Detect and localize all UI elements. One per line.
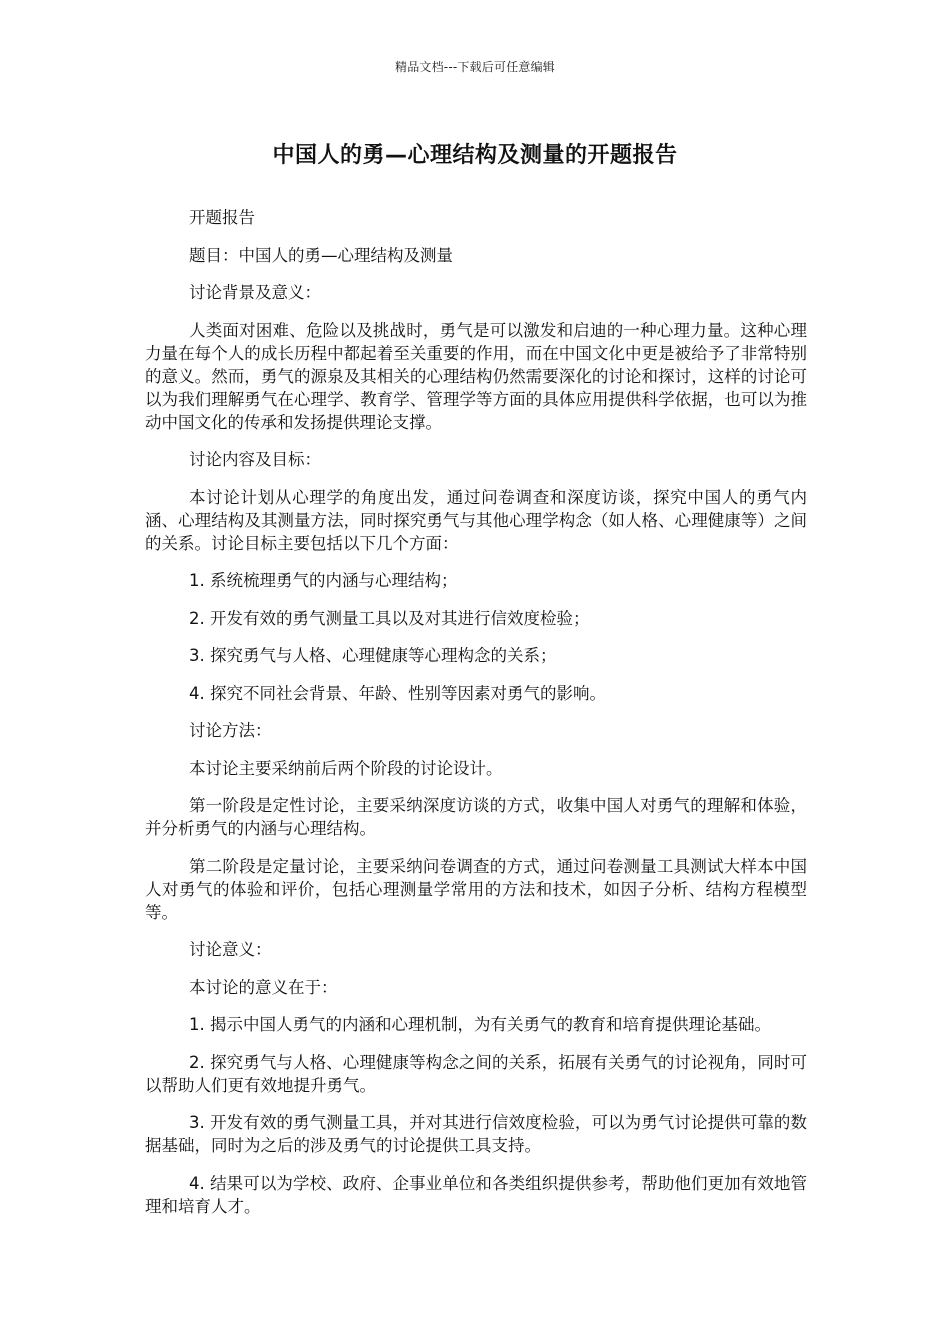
paragraph-background: 人类面对困难、危险以及挑战时，勇气是可以激发和启迪的一种心理力量。这种心理力量在每个人的成长历程中都起着至关重要的作用，而在中国文化中更是被给予了非常特别的意义。然而，勇气的源泉及其相关的心理结构仍然需要深化的讨论和探讨，这样的讨论可以为我们理解勇气在心理学、教育学、管理学等方面的具体应用提供科学依据，也可以为推动中国文化的传承和发扬提供理论支撑。: [145, 320, 807, 432]
list-item-goal-4: 4. 探究不同社会背景、年龄、性别等因素对勇气的影响。: [189, 683, 606, 703]
paragraph-label-report: 开题报告: [189, 208, 255, 227]
paragraph-method-intro: 本讨论主要采纳前后两个阶段的讨论设计。: [189, 758, 503, 778]
section-heading-background: 讨论背景及意义：: [189, 283, 321, 302]
paragraph-topic: 题目：中国人的勇—心理结构及测量: [189, 245, 453, 265]
section-heading-content: 讨论内容及目标：: [189, 450, 321, 469]
list-item-significance-4: 4. 结果可以为学校、政府、企事业单位和各类组织提供参考，帮助他们更加有效地管理和培育人才。: [145, 1173, 807, 1216]
header-note: 精品文档---下载后可任意编辑: [395, 60, 555, 74]
section-heading-significance: 讨论意义：: [189, 940, 272, 959]
list-item-goal-1: 1. 系统梳理勇气的内涵与心理结构；: [189, 571, 458, 590]
list-item-significance-2: 2. 探究勇气与人格、心理健康等构念之间的关系，拓展有关勇气的讨论视角，同时可以帮助人们更有效地提升勇气。: [145, 1052, 807, 1095]
document-title: 中国人的勇—心理结构及测量的开题报告: [272, 143, 678, 168]
paragraph-method-stage-2: 第二阶段是定量讨论，主要采纳问卷调查的方式，通过问卷测量工具测试大样本中国人对勇气的体验和评价，包括心理测量学常用的方法和技术，如因子分析、结构方程模型等。: [145, 856, 807, 922]
list-item-goal-2: 2. 开发有效的勇气测量工具以及对其进行信效度检验；: [189, 608, 590, 628]
list-item-goal-3: 3. 探究勇气与人格、心理健康等心理构念的关系；: [189, 646, 557, 665]
paragraph-significance-intro: 本讨论的意义在于：: [189, 977, 338, 997]
list-item-significance-3: 3. 开发有效的勇气测量工具，并对其进行信效度检验，可以为勇气讨论提供可靠的数据基础，同时为之后的涉及勇气的讨论提供工具支持。: [145, 1113, 807, 1155]
document-body: [145, 206, 807, 1232]
section-heading-method: 讨论方法：: [189, 721, 272, 740]
paragraph-method-stage-1: 第一阶段是定性讨论，主要采纳深度访谈的方式，收集中国人对勇气的理解和体验，并分析勇气的内涵与心理结构。: [145, 796, 807, 838]
paragraph-content: 本讨论计划从心理学的角度出发，通过问卷调查和深度访谈，探究中国人的勇气内涵、心理结构及其测量方法，同时探究勇气与其他心理学构念（如人格、心理健康等）之间的关系。讨论目标主要包括以下几个方面：: [145, 487, 807, 553]
list-item-significance-1: 1. 揭示中国人勇气的内涵和心理机制，为有关勇气的教育和培育提供理论基础。: [189, 1015, 771, 1034]
